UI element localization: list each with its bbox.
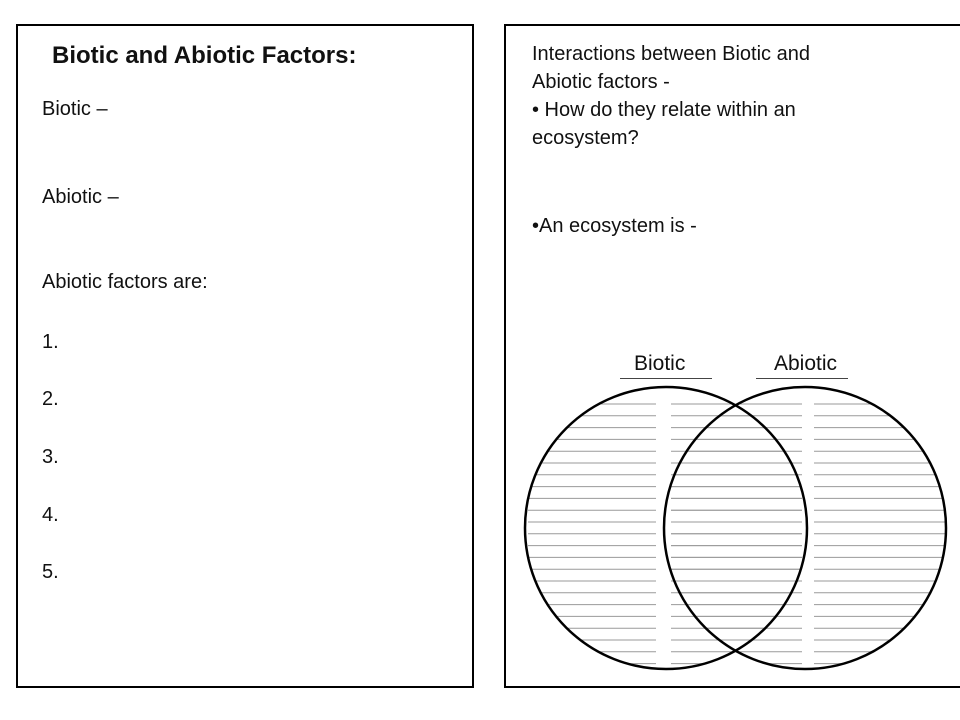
venn-label-abiotic: Abiotic bbox=[774, 352, 838, 375]
list-number-1: 1. bbox=[42, 331, 59, 353]
venn-diagram bbox=[506, 376, 960, 696]
venn-circle-abiotic bbox=[664, 387, 946, 669]
interactions-line-2: Abiotic factors - bbox=[532, 71, 670, 93]
worksheet-title: Biotic and Abiotic Factors: bbox=[52, 42, 357, 69]
interactions-line-1: Interactions between Biotic and bbox=[532, 43, 810, 65]
relate-question-line-1: • How do they relate within an bbox=[532, 99, 796, 121]
list-number-5: 5. bbox=[42, 561, 59, 583]
relate-question-line-2: ecosystem? bbox=[532, 127, 639, 149]
list-number-4: 4. bbox=[42, 504, 59, 526]
left-worksheet-panel bbox=[16, 24, 474, 688]
list-number-2: 2. bbox=[42, 388, 59, 410]
list-number-3: 3. bbox=[42, 446, 59, 468]
abiotic-factors-heading: Abiotic factors are: bbox=[42, 271, 208, 293]
ecosystem-definition-prompt: •An ecosystem is - bbox=[532, 215, 697, 237]
right-worksheet-panel bbox=[504, 24, 960, 688]
venn-label-biotic: Biotic bbox=[634, 352, 686, 375]
biotic-definition-prompt: Biotic – bbox=[42, 98, 108, 120]
abiotic-definition-prompt: Abiotic – bbox=[42, 186, 119, 208]
venn-circle-biotic bbox=[525, 387, 807, 669]
venn-right-writing-lines bbox=[671, 404, 946, 664]
